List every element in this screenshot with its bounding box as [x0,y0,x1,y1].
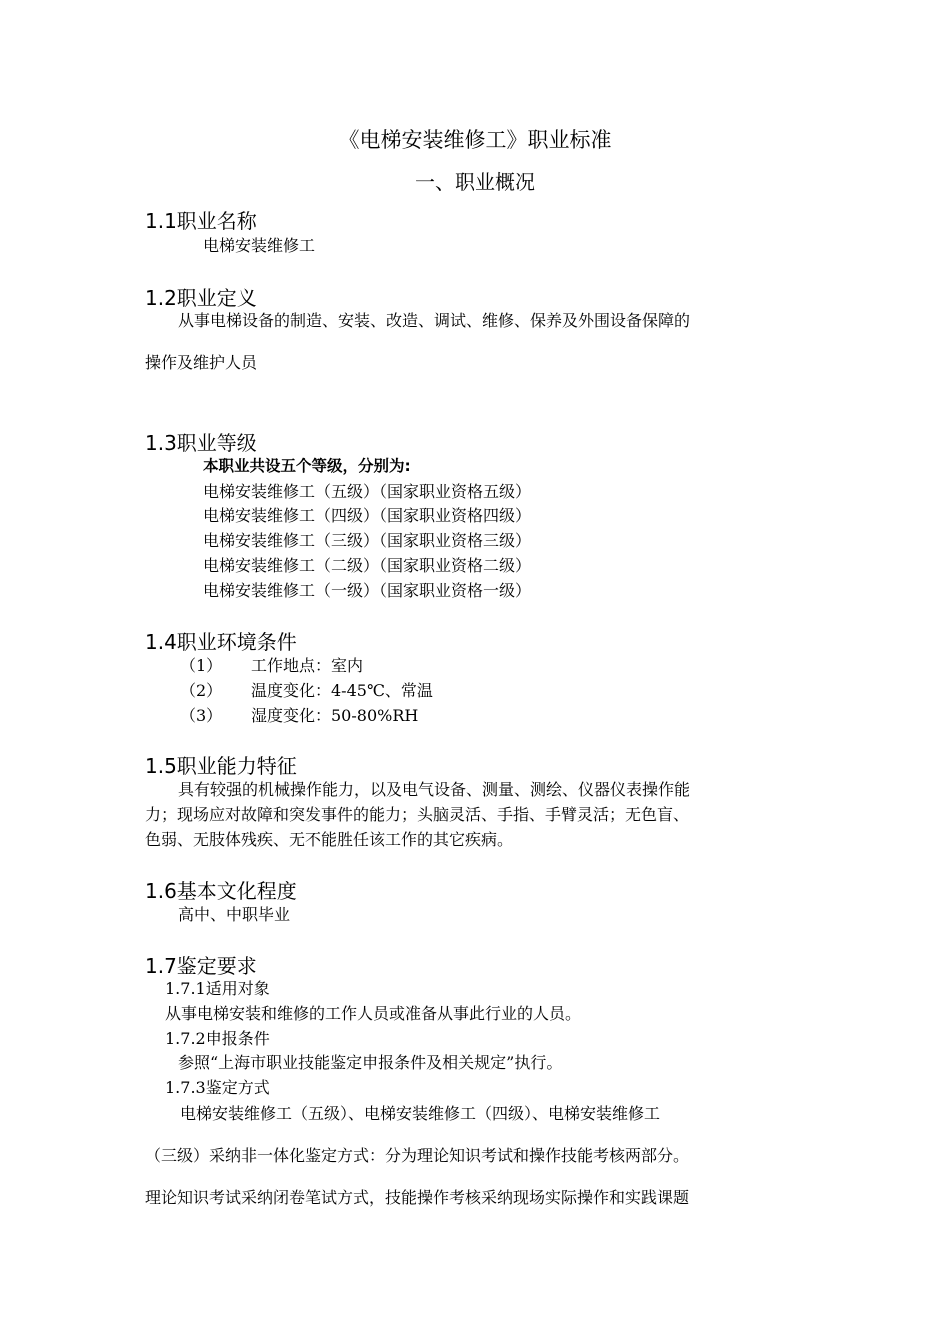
env-item-text: 工作地点：室内 [251,656,364,675]
section-1-6-text: 高中、中职毕业 [178,905,291,924]
section-1-4-heading: 1.4职业环境条件 [145,630,297,654]
section-1-6-heading: 1.6基本文化程度 [145,879,297,903]
level-item: 电梯安装维修工（三级）（国家职业资格三级） [203,531,532,550]
section-1-7-heading: 1.7鉴定要求 [145,954,257,978]
section-1-7-3-heading: 1.7.3鉴定方式 [165,1078,270,1097]
section-1-5-heading: 1.5职业能力特征 [145,754,297,778]
level-item: 电梯安装维修工（一级）（国家职业资格一级） [203,581,532,600]
section-1-5-line: 具有较强的机械操作能力，以及电气设备、测量、测绘、仪器仪表操作能 [178,780,691,799]
env-item-text: 温度变化：4-45℃、常温 [251,681,433,700]
section-1-7-2-heading: 1.7.2申报条件 [165,1029,270,1048]
chapter-heading: 一、职业概况 [415,170,535,194]
section-1-7-1-heading: 1.7.1适用对象 [165,979,270,998]
section-1-2-line: 从事电梯设备的制造、安装、改造、调试、维修、保养及外围设备保障的 [178,311,691,330]
env-item-number: （2） [180,681,223,700]
level-item: 电梯安装维修工（二级）（国家职业资格二级） [203,556,532,575]
section-1-5-line: 力；现场应对故障和突发事件的能力；头脑灵活、手指、手臂灵活；无色盲、 [145,805,690,824]
level-item: 电梯安装维修工（五级）（国家职业资格五级） [203,482,532,501]
section-1-1-text: 电梯安装维修工 [203,236,316,255]
env-item-text: 湿度变化：50-80%RH [251,706,419,725]
section-1-5-line: 色弱、无肢体残疾、无不能胜任该工作的其它疾病。 [145,830,514,849]
section-1-2-line: 操作及维护人员 [145,353,258,372]
section-1-2-heading: 1.2职业定义 [145,286,257,310]
level-item: 电梯安装维修工（四级）（国家职业资格四级） [203,506,532,525]
section-1-7-2-text: 参照“上海市职业技能鉴定申报条件及相关规定”执行。 [178,1053,563,1072]
section-1-7-3-line: 电梯安装维修工（五级）、电梯安装维修工（四级）、电梯安装维修工 [180,1104,661,1123]
section-1-7-3-line: 理论知识考试采纳闭卷笔试方式，技能操作考核采纳现场实际操作和实践课题 [145,1188,690,1207]
section-1-3-intro: 本职业共设五个等级，分别为: [203,457,411,475]
section-1-1-heading: 1.1职业名称 [145,209,257,233]
env-item-number: （1） [180,656,223,675]
env-item-number: （3） [180,706,223,725]
document-title: 《电梯安装维修工》职业标准 [338,128,612,152]
section-1-7-3-line: （三级）采纳非一体化鉴定方式：分为理论知识考试和操作技能考核两部分。 [145,1146,690,1165]
section-1-3-heading: 1.3职业等级 [145,431,257,455]
section-1-7-1-text: 从事电梯安装和维修的工作人员或准备从事此行业的人员。 [165,1004,582,1023]
